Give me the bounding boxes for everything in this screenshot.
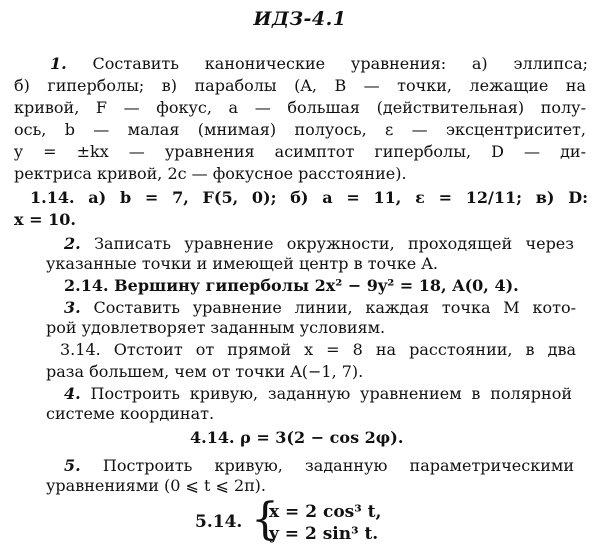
task-2-variant: 2.14. Вершину гиперболы 2x² − 9y² = 18, A(0, 4). (64, 276, 519, 295)
task-2-text-1: Записать уравнение окружности, проходящей через (94, 234, 574, 253)
task-2-number: 2. (64, 234, 81, 253)
task-5-text-1: Построить кривую, заданную параметрическими (102, 456, 574, 475)
task-1-line-5: y = ±kx — уравнения асимптот гиперболы, D — ди- (14, 142, 586, 161)
left-brace-symbol: { (251, 494, 279, 545)
task-4-line-2: системе координат. (46, 404, 215, 423)
task-3-variant-line-1: 3.14. Отстоит от прямой x = 8 на расстоянии, в два (60, 340, 576, 359)
task-5-line-2: уравнениями (0 ⩽ t ⩽ 2π). (46, 476, 266, 495)
task-1-number: 1. (50, 54, 67, 73)
task-3-variant-line-2: раза большем, чем от точки A(−1, 7). (46, 362, 364, 381)
task-3-line-1 (64, 298, 576, 318)
task-3-line-2: рой удовлетворяет заданным условиям. (46, 318, 386, 337)
document-title: ИДЗ-4.1 (253, 8, 347, 30)
task-2-line-2: указанные точки и имеющей центр в точке A. (46, 254, 438, 273)
task-1-variant-line-2: x = 10. (14, 210, 76, 229)
task-1-line-6: ректриса кривой, 2c — фокусное расстояние). (14, 164, 407, 183)
task-4-number: 4. (64, 384, 81, 403)
task-1-text-1: Составить канонические уравнения: а) эллипса; (92, 54, 589, 73)
task-5-number: 5. (64, 456, 81, 475)
task-1-line-4: ось, b — малая (мнимая) полуось, ε — эксцентриситет, (14, 120, 586, 139)
task-4-text-1: Построить кривую, заданную уравнением в полярной (90, 384, 572, 403)
task-1-line-3: кривой, F — фокус, a — большая (действительная) полу- (14, 98, 586, 117)
parametric-equation-y: y = 2 sin³ t. (269, 524, 379, 544)
task-1-variant-line-1: 1.14. а) b = 7, F(5, 0); б) a = 11, ε = 12/11; в) D: (30, 188, 588, 207)
task-1-line-2: б) гиперболы; в) параболы (A, B — точки, лежащие на (14, 76, 586, 95)
task-3-text-1: Составить уравнение линии, каждая точка M кото- (93, 298, 576, 317)
task-5-line-1 (64, 456, 574, 476)
task-4-variant: 4.14. ρ = 3(2 − cos 2φ). (190, 428, 404, 447)
task-3-number: 3. (64, 298, 81, 317)
task-1-line-1 (50, 54, 588, 74)
task-4-line-1 (64, 384, 572, 404)
task-5-variant-label: 5.14. (195, 512, 243, 532)
parametric-equation-x: x = 2 cos³ t, (269, 502, 382, 522)
task-2-line-1 (64, 234, 574, 254)
